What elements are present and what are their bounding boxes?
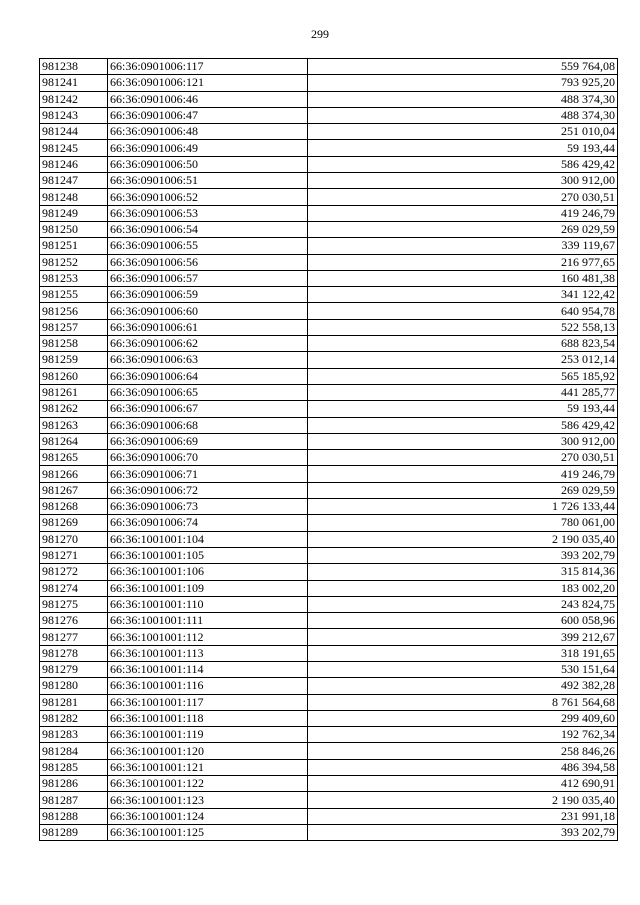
- table-row: [40, 140, 618, 156]
- table-row: [40, 661, 618, 677]
- table-row: [40, 629, 618, 645]
- row-number-cell: 981245: [40, 140, 108, 156]
- cadastral-number-cell: 66:36:1001001:112: [108, 629, 308, 645]
- cadastral-number-cell: 66:36:0901006:55: [108, 238, 308, 254]
- cadastral-number-cell: 66:36:0901006:117: [108, 59, 308, 75]
- value-cell: 315 814,36: [308, 564, 618, 580]
- cadastral-number-cell: 66:36:0901006:64: [108, 368, 308, 384]
- value-cell: 1 726 133,44: [308, 499, 618, 515]
- row-number-cell: 981287: [40, 792, 108, 808]
- row-number-cell: 981266: [40, 466, 108, 482]
- cadastral-number-cell: 66:36:1001001:123: [108, 792, 308, 808]
- row-number-cell: 981288: [40, 808, 108, 824]
- value-cell: 269 029,59: [308, 221, 618, 237]
- value-cell: 492 382,28: [308, 678, 618, 694]
- row-number-cell: 981244: [40, 124, 108, 140]
- table-row: [40, 368, 618, 384]
- table-row: [40, 596, 618, 612]
- row-number-cell: 981272: [40, 564, 108, 580]
- cadastral-number-cell: 66:36:1001001:125: [108, 824, 308, 840]
- table-row: [40, 531, 618, 547]
- value-cell: 192 762,34: [308, 727, 618, 743]
- row-number-cell: 981267: [40, 482, 108, 498]
- cadastral-number-cell: 66:36:0901006:48: [108, 124, 308, 140]
- table-row: [40, 156, 618, 172]
- row-number-cell: 981277: [40, 629, 108, 645]
- row-number-cell: 981259: [40, 352, 108, 368]
- cadastral-number-cell: 66:36:0901006:67: [108, 401, 308, 417]
- cadastral-number-cell: 66:36:1001001:120: [108, 743, 308, 759]
- row-number-cell: 981249: [40, 205, 108, 221]
- value-cell: 586 429,42: [308, 417, 618, 433]
- row-number-cell: 981248: [40, 189, 108, 205]
- cadastral-number-cell: 66:36:1001001:110: [108, 596, 308, 612]
- table-row: [40, 75, 618, 91]
- value-cell: 522 558,13: [308, 319, 618, 335]
- cadastral-number-cell: 66:36:0901006:73: [108, 499, 308, 515]
- row-number-cell: 981238: [40, 59, 108, 75]
- value-cell: 486 394,58: [308, 759, 618, 775]
- table-row: [40, 450, 618, 466]
- value-cell: 270 030,51: [308, 189, 618, 205]
- table-row: [40, 384, 618, 400]
- table-row: [40, 645, 618, 661]
- cadastral-number-cell: 66:36:0901006:69: [108, 433, 308, 449]
- table-row: [40, 694, 618, 710]
- row-number-cell: 981251: [40, 238, 108, 254]
- table-row: [40, 287, 618, 303]
- cadastral-number-cell: 66:36:1001001:118: [108, 710, 308, 726]
- value-cell: 640 954,78: [308, 303, 618, 319]
- value-cell: 160 481,38: [308, 270, 618, 286]
- registry-table: [39, 58, 618, 841]
- value-cell: 216 977,65: [308, 254, 618, 270]
- table-row: [40, 499, 618, 515]
- row-number-cell: 981264: [40, 433, 108, 449]
- value-cell: 586 429,42: [308, 156, 618, 172]
- cadastral-number-cell: 66:36:0901006:62: [108, 336, 308, 352]
- cadastral-number-cell: 66:36:1001001:116: [108, 678, 308, 694]
- cadastral-number-cell: 66:36:0901006:68: [108, 417, 308, 433]
- row-number-cell: 981247: [40, 173, 108, 189]
- cadastral-number-cell: 66:36:0901006:59: [108, 287, 308, 303]
- row-number-cell: 981262: [40, 401, 108, 417]
- cadastral-number-cell: 66:36:0901006:57: [108, 270, 308, 286]
- value-cell: 59 193,44: [308, 140, 618, 156]
- value-cell: 600 058,96: [308, 613, 618, 629]
- row-number-cell: 981246: [40, 156, 108, 172]
- value-cell: 8 761 564,68: [308, 694, 618, 710]
- row-number-cell: 981253: [40, 270, 108, 286]
- table-row: [40, 482, 618, 498]
- value-cell: 318 191,65: [308, 645, 618, 661]
- cadastral-number-cell: 66:36:0901006:51: [108, 173, 308, 189]
- value-cell: 270 030,51: [308, 450, 618, 466]
- table-row: [40, 221, 618, 237]
- table-row: [40, 336, 618, 352]
- table-row: [40, 205, 618, 221]
- value-cell: 488 374,30: [308, 107, 618, 123]
- value-cell: 393 202,79: [308, 824, 618, 840]
- cadastral-number-cell: 66:36:0901006:70: [108, 450, 308, 466]
- value-cell: 2 190 035,40: [308, 531, 618, 547]
- table-row: [40, 303, 618, 319]
- value-cell: 419 246,79: [308, 205, 618, 221]
- value-cell: 793 925,20: [308, 75, 618, 91]
- row-number-cell: 981252: [40, 254, 108, 270]
- cadastral-number-cell: 66:36:0901006:61: [108, 319, 308, 335]
- row-number-cell: 981276: [40, 613, 108, 629]
- row-number-cell: 981270: [40, 531, 108, 547]
- row-number-cell: 981289: [40, 824, 108, 840]
- table-row: [40, 678, 618, 694]
- cadastral-number-cell: 66:36:1001001:114: [108, 661, 308, 677]
- cadastral-number-cell: 66:36:1001001:121: [108, 759, 308, 775]
- row-number-cell: 981281: [40, 694, 108, 710]
- row-number-cell: 981285: [40, 759, 108, 775]
- row-number-cell: 981242: [40, 91, 108, 107]
- row-number-cell: 981283: [40, 727, 108, 743]
- table-row: [40, 515, 618, 531]
- row-number-cell: 981280: [40, 678, 108, 694]
- cadastral-number-cell: 66:36:0901006:49: [108, 140, 308, 156]
- value-cell: 530 151,64: [308, 661, 618, 677]
- row-number-cell: 981261: [40, 384, 108, 400]
- table-row: [40, 727, 618, 743]
- cadastral-number-cell: 66:36:1001001:113: [108, 645, 308, 661]
- page-number: 299: [311, 27, 329, 41]
- cadastral-number-cell: 66:36:0901006:63: [108, 352, 308, 368]
- cadastral-number-cell: 66:36:1001001:111: [108, 613, 308, 629]
- value-cell: 412 690,91: [308, 776, 618, 792]
- row-number-cell: 981260: [40, 368, 108, 384]
- row-number-cell: 981274: [40, 580, 108, 596]
- value-cell: 341 122,42: [308, 287, 618, 303]
- value-cell: 300 912,00: [308, 173, 618, 189]
- table-row: [40, 580, 618, 596]
- table-row: [40, 124, 618, 140]
- row-number-cell: 981268: [40, 499, 108, 515]
- row-number-cell: 981275: [40, 596, 108, 612]
- table-row: [40, 776, 618, 792]
- row-number-cell: 981257: [40, 319, 108, 335]
- cadastral-number-cell: 66:36:0901006:53: [108, 205, 308, 221]
- row-number-cell: 981243: [40, 107, 108, 123]
- table-row: [40, 613, 618, 629]
- value-cell: 258 846,26: [308, 743, 618, 759]
- cadastral-number-cell: 66:36:1001001:119: [108, 727, 308, 743]
- table-row: [40, 433, 618, 449]
- cadastral-number-cell: 66:36:0901006:72: [108, 482, 308, 498]
- cadastral-number-cell: 66:36:0901006:65: [108, 384, 308, 400]
- table-row: [40, 270, 618, 286]
- cadastral-number-cell: 66:36:0901006:47: [108, 107, 308, 123]
- row-number-cell: 981241: [40, 75, 108, 91]
- row-number-cell: 981286: [40, 776, 108, 792]
- value-cell: 299 409,60: [308, 710, 618, 726]
- row-number-cell: 981256: [40, 303, 108, 319]
- cadastral-number-cell: 66:36:0901006:52: [108, 189, 308, 205]
- value-cell: 269 029,59: [308, 482, 618, 498]
- cadastral-number-cell: 66:36:0901006:74: [108, 515, 308, 531]
- cadastral-number-cell: 66:36:0901006:71: [108, 466, 308, 482]
- table-row: [40, 401, 618, 417]
- table-row: [40, 107, 618, 123]
- cadastral-number-cell: 66:36:1001001:106: [108, 564, 308, 580]
- value-cell: 253 012,14: [308, 352, 618, 368]
- row-number-cell: 981255: [40, 287, 108, 303]
- row-number-cell: 981282: [40, 710, 108, 726]
- row-number-cell: 981278: [40, 645, 108, 661]
- row-number-cell: 981284: [40, 743, 108, 759]
- table-row: [40, 759, 618, 775]
- table-row: [40, 173, 618, 189]
- cadastral-number-cell: 66:36:0901006:46: [108, 91, 308, 107]
- value-cell: 339 119,67: [308, 238, 618, 254]
- table-row: [40, 547, 618, 563]
- table-row: [40, 238, 618, 254]
- value-cell: 780 061,00: [308, 515, 618, 531]
- table-row: [40, 189, 618, 205]
- table-row: [40, 59, 618, 75]
- value-cell: 399 212,67: [308, 629, 618, 645]
- cadastral-number-cell: 66:36:1001001:105: [108, 547, 308, 563]
- table-row: [40, 808, 618, 824]
- table-row: [40, 352, 618, 368]
- table-row: [40, 466, 618, 482]
- cadastral-number-cell: 66:36:1001001:104: [108, 531, 308, 547]
- table-row: [40, 792, 618, 808]
- value-cell: 488 374,30: [308, 91, 618, 107]
- value-cell: 231 991,18: [308, 808, 618, 824]
- cadastral-number-cell: 66:36:0901006:50: [108, 156, 308, 172]
- value-cell: 2 190 035,40: [308, 792, 618, 808]
- cadastral-number-cell: 66:36:1001001:124: [108, 808, 308, 824]
- row-number-cell: 981265: [40, 450, 108, 466]
- row-number-cell: 981250: [40, 221, 108, 237]
- cadastral-number-cell: 66:36:1001001:117: [108, 694, 308, 710]
- cadastral-number-cell: 66:36:0901006:54: [108, 221, 308, 237]
- value-cell: 441 285,77: [308, 384, 618, 400]
- table-body: [40, 59, 618, 841]
- cadastral-number-cell: 66:36:0901006:121: [108, 75, 308, 91]
- value-cell: 565 185,92: [308, 368, 618, 384]
- value-cell: 251 010,04: [308, 124, 618, 140]
- table-row: [40, 710, 618, 726]
- table-row: [40, 319, 618, 335]
- value-cell: 559 764,08: [308, 59, 618, 75]
- value-cell: 300 912,00: [308, 433, 618, 449]
- row-number-cell: 981271: [40, 547, 108, 563]
- row-number-cell: 981263: [40, 417, 108, 433]
- value-cell: 393 202,79: [308, 547, 618, 563]
- value-cell: 419 246,79: [308, 466, 618, 482]
- table-row: [40, 91, 618, 107]
- cadastral-number-cell: 66:36:0901006:56: [108, 254, 308, 270]
- row-number-cell: 981258: [40, 336, 108, 352]
- cadastral-number-cell: 66:36:1001001:109: [108, 580, 308, 596]
- value-cell: 243 824,75: [308, 596, 618, 612]
- table-row: [40, 743, 618, 759]
- row-number-cell: 981279: [40, 661, 108, 677]
- row-number-cell: 981269: [40, 515, 108, 531]
- value-cell: 688 823,54: [308, 336, 618, 352]
- table-row: [40, 824, 618, 840]
- value-cell: 183 002,20: [308, 580, 618, 596]
- table-row: [40, 254, 618, 270]
- cadastral-number-cell: 66:36:0901006:60: [108, 303, 308, 319]
- table-row: [40, 564, 618, 580]
- table-row: [40, 417, 618, 433]
- cadastral-number-cell: 66:36:1001001:122: [108, 776, 308, 792]
- value-cell: 59 193,44: [308, 401, 618, 417]
